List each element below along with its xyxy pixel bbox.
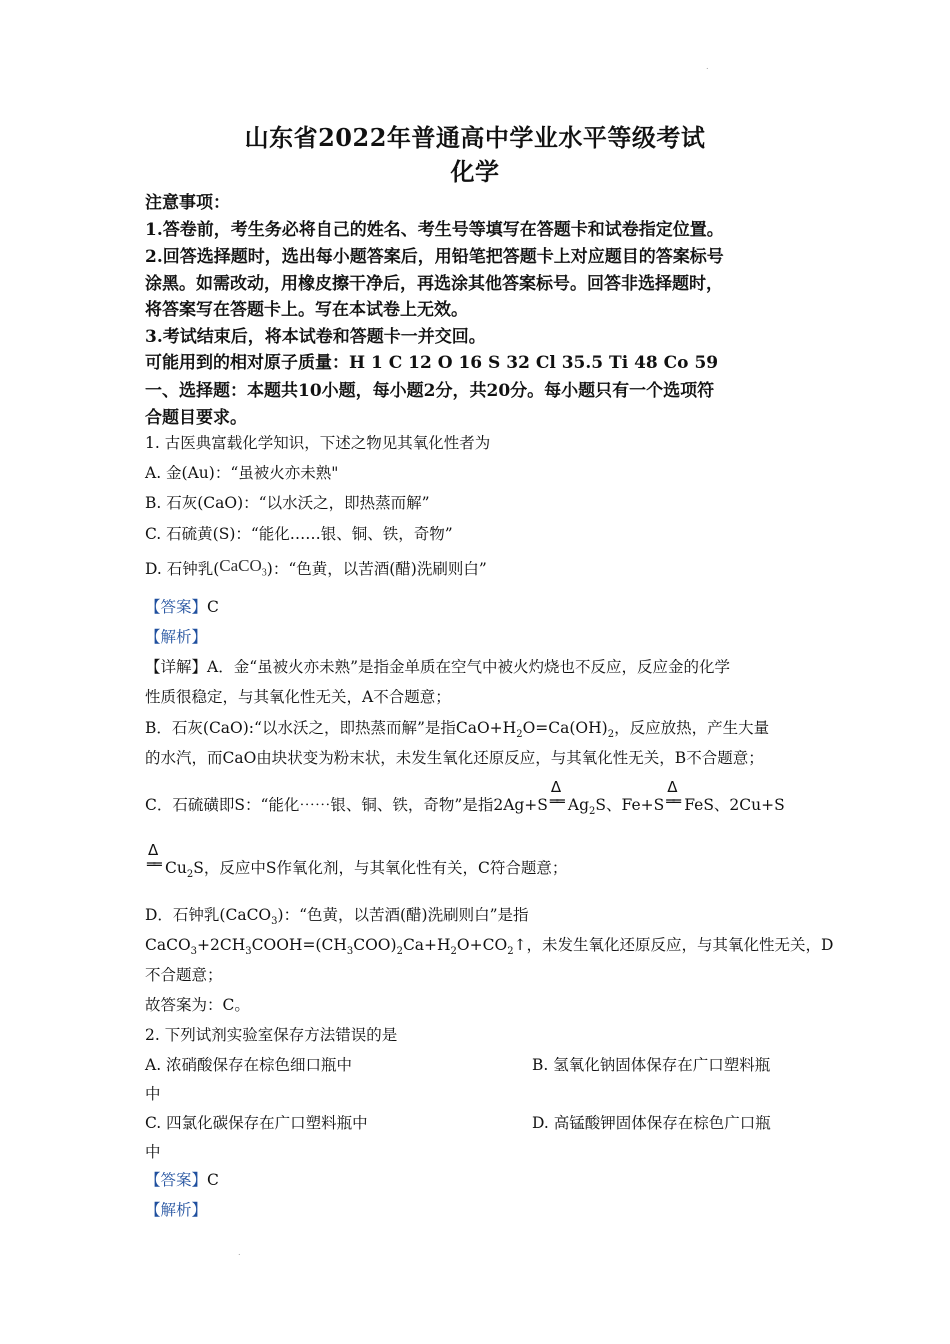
q1-explanation-b-line-2: 的水汽，而CaO由块状变为粉末状，未发生氧化还原反应，与其氧化性无关，B不合题意； <box>145 749 764 767</box>
explanation-text: ，反应放热，产生大量 <box>614 719 770 737</box>
q2-answer <box>145 1168 219 1190</box>
explanation-text: A．金“虽被火亦未熟”是指金单质在空气中被火灼烧也不反应，反应金的化学 <box>207 658 731 676</box>
q1-explanation-d-line-2 <box>145 933 833 957</box>
explanation-text: Cu <box>165 859 187 877</box>
atomic-mass-line: 可能用到的相对原子质量：H 1 C 12 O 16 S 32 Cl 35.5 Ti 48 Co 59 <box>145 353 719 373</box>
delta-symbol: Δ <box>550 778 562 796</box>
explanation-text: )：“色黄，以苦酒(醋)洗刷则白”是指 <box>277 906 529 924</box>
explanation-text: +2CH <box>197 936 246 954</box>
q1-option-c: C. 石硫黄(S)：“能化……银、铜、铁，奇物” <box>145 525 453 543</box>
q2-option-a: A. 浓硝酸保存在棕色细口瓶中 <box>145 1056 353 1074</box>
explanation-text: D．石钟乳(CaCO <box>145 906 272 924</box>
q1-explanation-a-line-1 <box>145 655 730 677</box>
explanation-text: Ag <box>567 796 590 814</box>
explanation-text: COOH=(CH <box>251 936 347 954</box>
q1-option-a: A. 金(Au)：“虽被火亦未熟" <box>145 464 339 482</box>
explanation-text: O=Ca(OH) <box>522 719 608 737</box>
notice-item-1: 1.答卷前，考生务必将自己的姓名、考生号等填写在答题卡和试卷指定位置。 <box>145 220 724 240</box>
section-1-heading-line-1: 一、选择题：本题共10小题，每小题2分，共20分。每小题只有一个选项符 <box>145 381 715 401</box>
notice-item-2-line-3: 将答案写在答题卡上。写在本试卷上无效。 <box>145 300 468 320</box>
analysis-tag: 【解析】 <box>145 628 208 646</box>
subscript: 2 <box>516 729 523 741</box>
explanation-text: S，反应中S作氧化剂，与其氧化性有关，C符合题意； <box>193 859 568 877</box>
delta-symbol: Δ <box>667 778 678 796</box>
subscript: 3 <box>190 946 198 958</box>
subscript: 2 <box>607 729 615 741</box>
q1-conclusion: 故答案为：C。 <box>145 996 250 1014</box>
explanation-text: C．石硫磺即S：“能化⋯⋯银、铜、铁，奇物”是指2Ag+S <box>145 796 548 814</box>
analysis-tag: 【解析】 <box>145 1201 208 1219</box>
answer-tag: 【答案】 <box>145 598 208 616</box>
explanation-text: Ca+H <box>402 936 451 954</box>
q1-option-d-formula <box>219 556 267 579</box>
explanation-text: CaCO <box>145 936 191 954</box>
q1-option-b: B. 石灰(CaO)：“以水沃之，即热蒸而解” <box>145 494 430 512</box>
subscript: 3 <box>271 916 278 928</box>
explanation-text: ↑，未发生氧化还原反应，与其氧化性无关，D <box>513 936 834 954</box>
q1-option-d-prefix: D. 石钟乳( <box>145 560 220 578</box>
subscript: 2 <box>450 946 457 958</box>
formula-subscript: 3 <box>261 567 267 579</box>
subscript: 2 <box>589 806 596 818</box>
heat-condition-sign <box>665 778 683 810</box>
explanation-text: S、Fe+S <box>595 796 665 814</box>
q2-analysis-tag <box>145 1198 207 1220</box>
q2-option-d-continued: 中 <box>145 1143 161 1161</box>
q1-explanation-d-line-1 <box>145 903 529 927</box>
q1-explanation-c-line-2 <box>145 841 568 881</box>
q1-explanation-b-line-1 <box>145 716 769 740</box>
equals-sign: ══ <box>147 857 160 873</box>
heat-condition-sign <box>549 778 567 810</box>
notice-item-3: 3.考试结束后，将本试卷和答题卡一并交回。 <box>145 327 486 347</box>
detail-tag: 【详解】 <box>145 658 208 676</box>
page-mark-dot: . <box>238 1248 241 1257</box>
section-1-heading-line-2: 合题目要求。 <box>145 408 247 428</box>
q1-option-d <box>145 557 487 581</box>
subject-title: 化学 <box>450 157 500 186</box>
q2-stem: 2. 下列试剂实验室保存方法错误的是 <box>145 1026 398 1044</box>
q1-analysis-tag <box>145 625 207 647</box>
answer-value: C <box>207 1171 219 1189</box>
q2-option-c: C. 四氯化碳保存在广口塑料瓶中 <box>145 1114 368 1132</box>
equals-sign: ══ <box>549 794 563 810</box>
subscript: 2 <box>186 869 194 881</box>
q1-explanation-c-line-1 <box>145 778 785 818</box>
q1-option-d-suffix: )：“色黄，以苦酒(醋)洗刷则白” <box>266 560 487 578</box>
explanation-text: O+CO <box>456 936 508 954</box>
subscript: 3 <box>245 946 252 958</box>
explanation-text: FeS、2Cu+S <box>684 796 785 814</box>
explanation-text: COO) <box>353 936 397 954</box>
explanation-text: B．石灰(CaO):“以水沃之，即热蒸而解”是指CaO+H <box>145 719 517 737</box>
notice-heading: 注意事项： <box>145 193 230 213</box>
notice-item-2-line-1: 2.回答选择题时，选出每小题答案后，用铅笔把答题卡上对应题目的答案标号 <box>145 247 724 267</box>
heat-condition-sign <box>146 841 164 873</box>
answer-tag: 【答案】 <box>145 1171 208 1189</box>
answer-value: C <box>207 598 219 616</box>
equals-sign: ══ <box>666 794 680 810</box>
delta-symbol: Δ <box>148 841 159 859</box>
q2-option-b-continued: 中 <box>145 1085 161 1103</box>
exam-title: 山东省2022年普通高中学业水平等级考试 <box>244 123 706 152</box>
subscript: 2 <box>396 946 403 958</box>
q1-explanation-a-line-2: 性质很稳定，与其氧化性无关，A不合题意； <box>145 688 451 706</box>
subscript: 3 <box>346 946 354 958</box>
q2-option-d: D. 高锰酸钾固体保存在棕色广口瓶 <box>532 1114 771 1132</box>
subscript: 2 <box>507 946 514 958</box>
q1-stem: 1. 古医典富载化学知识，下述之物见其氧化性者为 <box>145 434 491 452</box>
q1-answer <box>145 595 219 617</box>
notice-item-2-line-2: 涂黑。如需改动，用橡皮擦干净后，再选涂其他答案标号。回答非选择题时， <box>145 274 723 294</box>
q1-explanation-d-line-3: 不合题意； <box>145 966 223 984</box>
page-mark-dot: . <box>706 62 709 71</box>
q2-option-b: B. 氢氧化钠固体保存在广口塑料瓶 <box>532 1056 771 1074</box>
formula-text: CaCO <box>219 556 262 575</box>
